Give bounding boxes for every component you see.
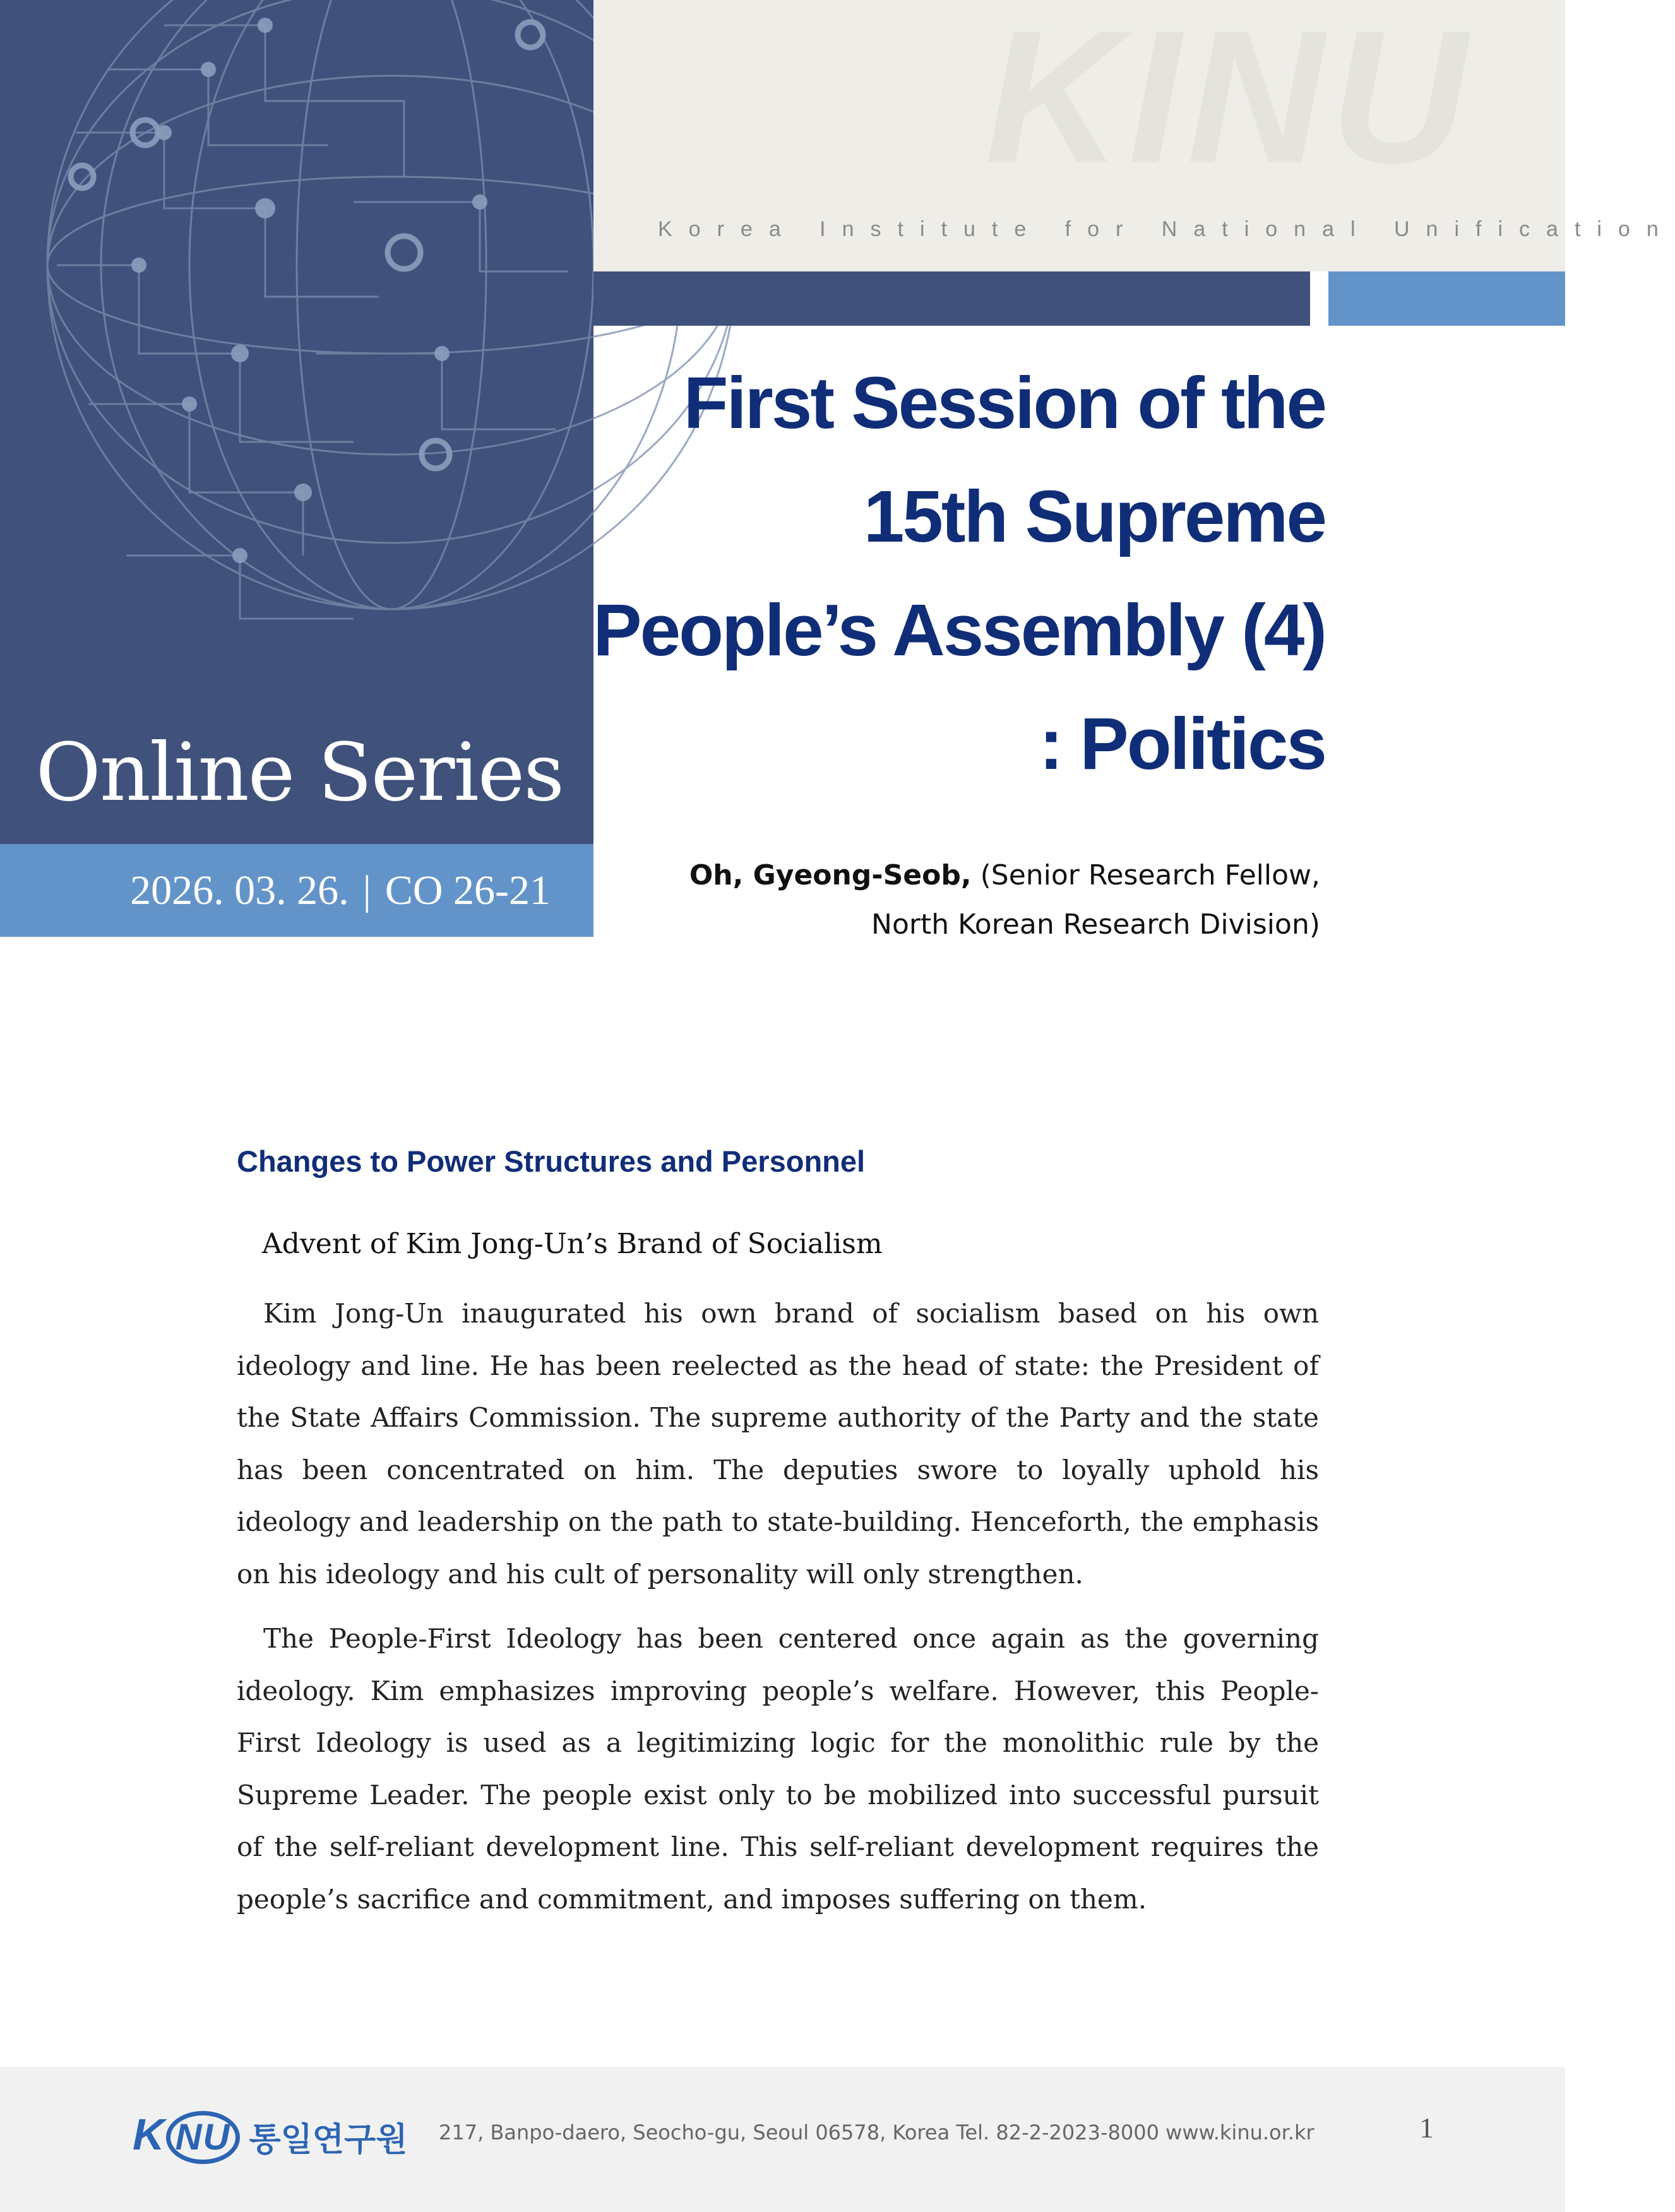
title-line: People’s Assembly (4) (593, 589, 1325, 671)
cover-panel (0, 0, 593, 844)
author-division: North Korean Research Division) (871, 908, 1320, 941)
header-bar-light (1328, 271, 1565, 326)
author-name: Oh, Gyeong-Seob, (689, 859, 972, 891)
author-block (689, 851, 1320, 949)
section-heading: Changes to Power Structures and Personnel (237, 1145, 866, 1178)
body-paragraph: The People-First Ideology has been centered once again as the governing ideology. Kim emphasizes improving people’s welfare. However, this People-First Ideology is used as a legitimizing logic for the monolithic rule by the Supreme Leader. The people exist only to be mobilized into successful pursuit of the self-reliant development line. This self-reliant development requires the people’s sacrifice and commitment, and imposes suffering on them. (237, 1623, 1319, 1915)
page-number: 1 (1419, 2112, 1434, 2144)
subheading: Advent of Kim Jong-Un’s Brand of Socialism (262, 1228, 883, 1260)
logo-text: 통일연구원 (249, 2120, 408, 2159)
title-line: First Session of the (683, 362, 1325, 444)
series-title: Online Series (35, 726, 563, 819)
header-bar-dark (593, 271, 1310, 326)
issue-date: 2026. 03. 26. (130, 867, 349, 913)
logo-mark: K NU (133, 2109, 240, 2164)
issue-code: CO 26-21 (384, 867, 551, 913)
page-footer (0, 2067, 1565, 2212)
author-affiliation: (Senior Research Fellow, (980, 859, 1320, 891)
kinu-watermark: KINU (985, 0, 1474, 203)
title-line: : Politics (1039, 703, 1325, 785)
title-line: 15th Supreme (863, 475, 1325, 557)
document-title (593, 346, 1325, 800)
issue-date-strip (0, 844, 593, 937)
institute-name: Korea Institute for National Unification (658, 217, 1675, 241)
network-globe-icon (0, 0, 593, 694)
header-banner (593, 0, 1675, 271)
kinu-logo-icon (133, 2105, 408, 2168)
footer-address: 217, Banpo-daero, Seocho-gu, Seoul 06578, Korea Tel. 82-2-2023-8000 www.kinu.or.kr (439, 2120, 1314, 2144)
body-paragraph: Kim Jong-Un inaugurated his own brand of socialism based on his own ideology and line. He has been reelected as the head of state: the President of the State Affairs Commission. The supreme authority of the Party and the state has been concentrated on him. The deputies swore to loyally uphold his ideology and leadership on the path to state-building. Henceforth, the emphasis on his ideology and his cult of personality will only strengthen. (237, 1298, 1319, 1590)
date-separator: | (362, 867, 371, 913)
